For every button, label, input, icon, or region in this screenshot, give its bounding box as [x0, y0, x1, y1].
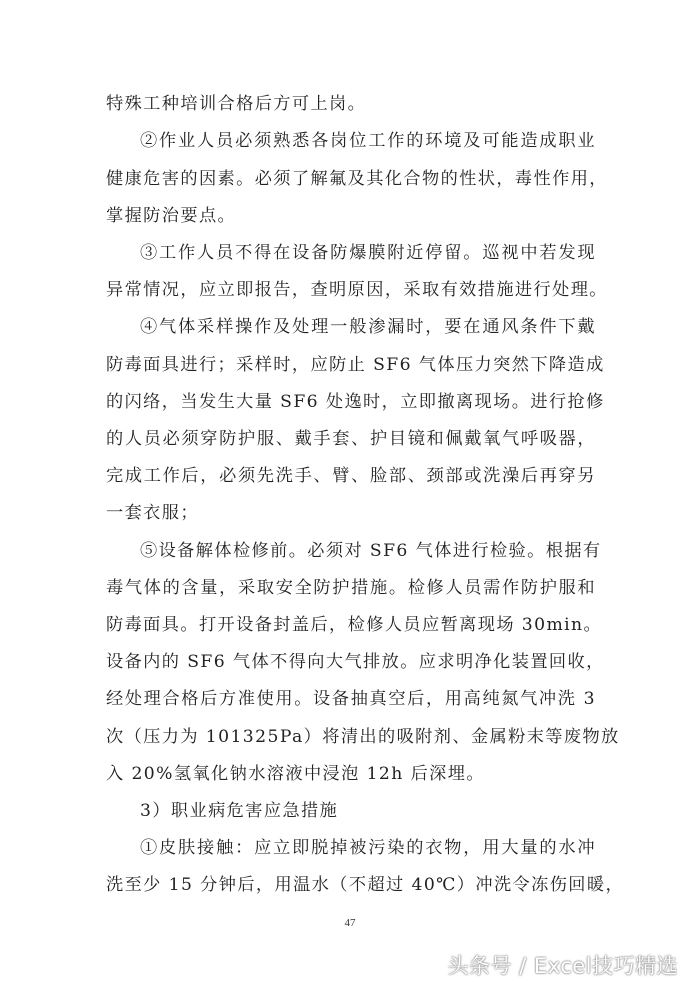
text-line: 防毒面具。打开设备封盖后，检修人员应暂离现场 30min。: [106, 615, 603, 635]
text-line: ①皮肤接触：应立即脱掉被污染的衣物，用大量的水冲: [140, 838, 596, 858]
text-line: 掌握防治要点。: [106, 206, 237, 226]
text-line: 防毒面具进行；采样时，应防止 SF6 气体压力突然下降造成: [106, 355, 605, 375]
text-line: 洗至少 15 分钟后，用温水（不超过 40℃）冲洗令冻伤回暖，: [106, 875, 625, 895]
text-line: 经处理合格后方准使用。设备抽真空后，用高纯氮气冲洗 3: [106, 689, 596, 709]
text-line: 健康危害的因素。必须了解氟及其化合物的性状，毒性作用，: [106, 169, 608, 189]
text-line: ④气体采样操作及处理一般渗漏时，要在通风条件下戴: [140, 317, 596, 337]
page-number: 47: [344, 917, 356, 929]
text-line: ②作业人员必须熟悉各岗位工作的环境及可能造成职业: [140, 131, 596, 151]
text-line: 次（压力为 101325Pa）将清出的吸附剂、金属粉末等废物放: [106, 727, 620, 747]
text-line: ⑤设备解体检修前。必须对 SF6 气体进行检验。根据有: [140, 541, 602, 561]
text-line: 毒气体的含量，采取安全防护措施。检修人员需作防护服和: [106, 578, 596, 598]
text-line: 的人员必须穿防护服、戴手套、护目镜和佩戴氧气呼吸器，: [106, 429, 596, 449]
text-line: 一套衣服；: [106, 503, 199, 523]
text-line: ③工作人员不得在设备防爆膜附近停留。巡视中若发现: [140, 243, 596, 263]
section-heading: 3）职业病危害应急措施: [140, 801, 339, 821]
text-line: 的闪络，当发生大量 SF6 处逸时，立即撤离现场。进行抢修: [106, 392, 605, 412]
text-line: 入 20%氢氧化钠水溶液中浸泡 12h 后深埋。: [106, 764, 485, 784]
text-line: 设备内的 SF6 气体不得向大气排放。应求明净化装置回收，: [106, 652, 605, 672]
watermark-text: 头条号 / Excel技巧精选: [447, 954, 678, 978]
text-line: 异常情况，应立即报告，查明原因，采取有效措施进行处理。: [106, 280, 608, 300]
text-line: 特殊工种培训合格后方可上岗。: [106, 94, 367, 114]
text-line: 完成工作后，必须先洗手、臂、脸部、颈部或洗澡后再穿另: [106, 466, 596, 486]
